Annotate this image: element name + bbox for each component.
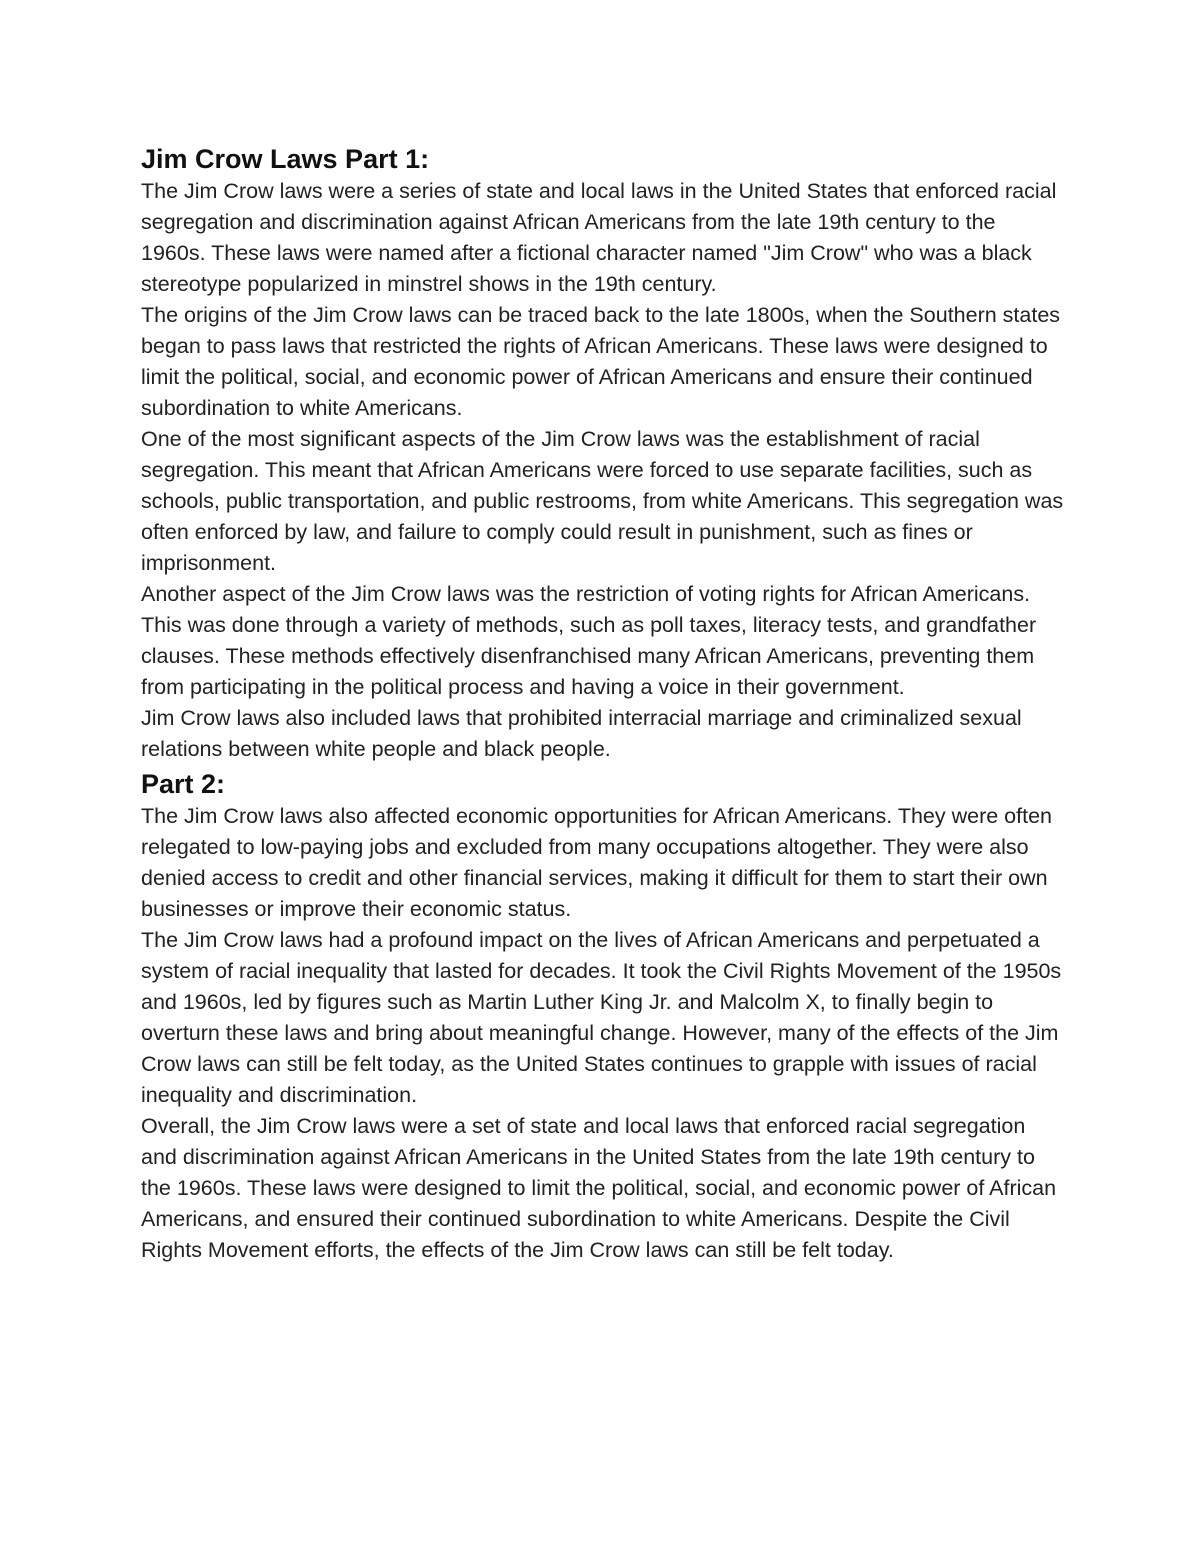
paragraph-8: Overall, the Jim Crow laws were a set of state and local laws that enforced racial segregation and discrimination against African Americans in the United States from the late 19th century to the 1960s. These laws were designed to limit the political, social, and economic power of African Americans, and ensured their continued subordination to white Americans. Despite the Civil Rights Movement efforts, the effects of the Jim Crow laws can still be felt today. — [141, 1114, 1057, 1262]
paragraph-6: The Jim Crow laws also affected economic opportunities for African Americans. They were often relegated to low-paying jobs and excluded from many occupations altogether. They were also denied access to credit and other financial services, making it difficult for them to start their own businesses or improve their economic status. — [141, 804, 1052, 921]
paragraph-1: The Jim Crow laws were a series of state and local laws in the United States that enforced racial segregation and discrimination against African Americans from the late 19th century to the 1960s. These laws were named after a fictional character named "Jim Crow" who was a black stereotype popularized in minstrel shows in the 19th century. — [141, 179, 1057, 296]
paragraph-3: One of the most significant aspects of the Jim Crow laws was the establishment of racial segregation. This meant that African Americans were forced to use separate facilities, such as schools, public transportation, and public restrooms, from white Americans. This segregation was often enforced by law, and failure to comply could result in punishment, such as fines or imprisonment. — [141, 427, 1064, 575]
paragraph-7: The Jim Crow laws had a profound impact on the lives of African Americans and perpetuated a system of racial inequality that lasted for decades. It took the Civil Rights Movement of the 1950s and 1960s, led by figures such as Martin Luther King Jr. and Malcolm X, to finally begin to overturn these laws and bring about meaningful change. However, many of the effects of the Jim Crow laws can still be felt today, as the United States continues to grapple with issues of racial inequality and discrimination. — [141, 928, 1062, 1107]
section-heading-part-2: Part 2: — [141, 769, 226, 799]
paragraph-5: Jim Crow laws also included laws that prohibited interracial marriage and criminalized sexual relations between white people and black people. — [141, 706, 1022, 761]
paragraph-2: The origins of the Jim Crow laws can be traced back to the late 1800s, when the Southern states began to pass laws that restricted the rights of African Americans. These laws were designed to limit the political, social, and economic power of African Americans and ensure their continued subordination to white Americans. — [141, 303, 1061, 420]
section-heading-part-1: Jim Crow Laws Part 1: — [141, 144, 430, 174]
document-page — [141, 142, 1066, 1266]
paragraph-4: Another aspect of the Jim Crow laws was the restriction of voting rights for African Americans. This was done through a variety of methods, such as poll taxes, literacy tests, and grandfather clauses. These methods effectively disenfranchised many African Americans, preventing them from participating in the political process and having a voice in their government. — [141, 582, 1037, 699]
